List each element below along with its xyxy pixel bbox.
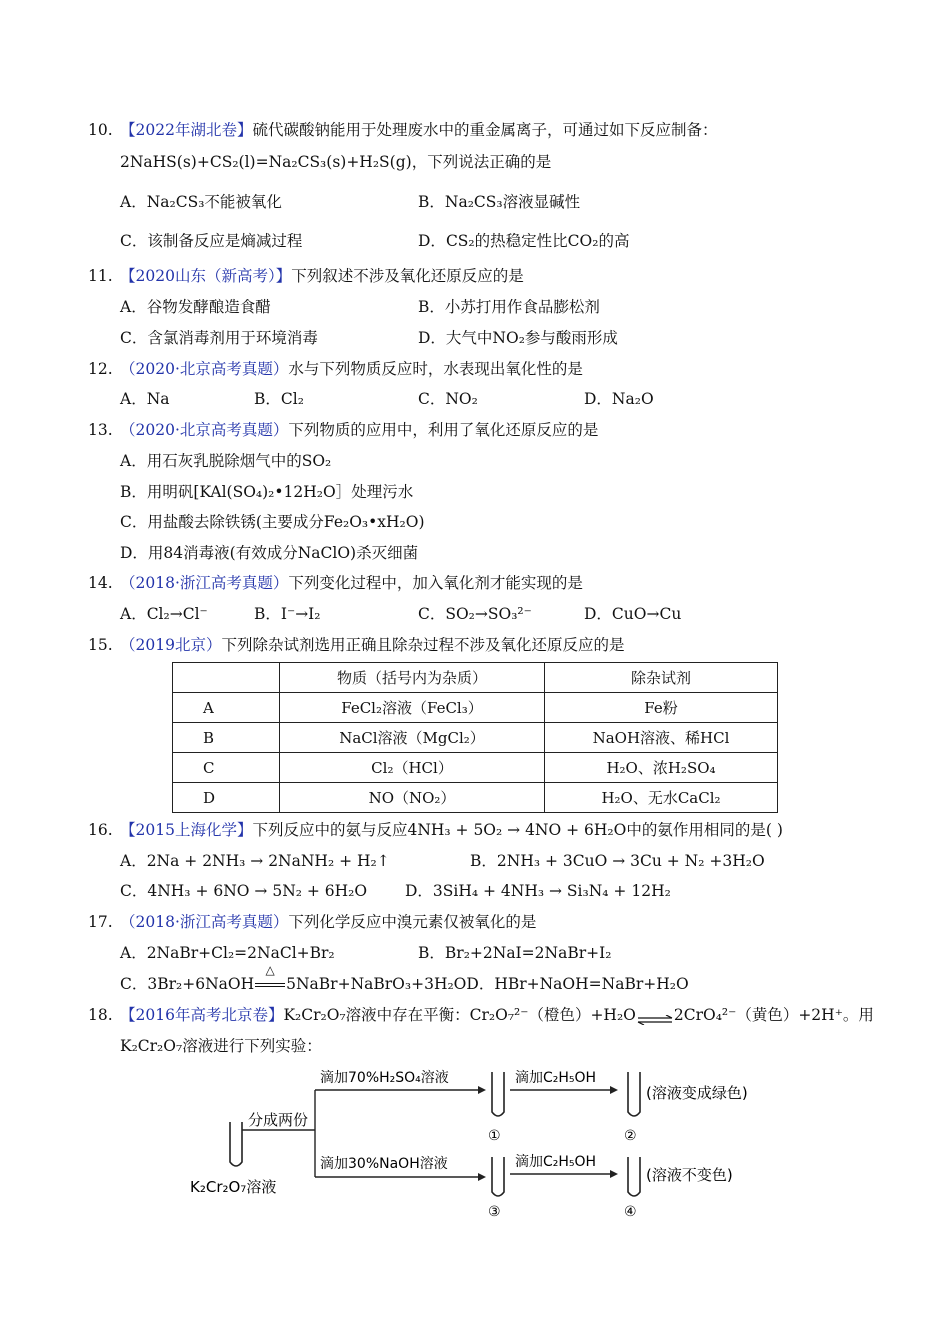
question-source: （2018·浙江高考真题）: [120, 574, 289, 592]
option-c[interactable]: C．含氯消毒剂用于环境消毒: [120, 329, 318, 347]
test-tube: [628, 1157, 640, 1196]
option-a[interactable]: A．2Na + 2NH₃ → 2NaNH₂ + H₂↑: [120, 852, 390, 870]
question-source: 【2016年高考北京卷】: [120, 1006, 284, 1024]
equals-sign: [255, 983, 285, 987]
option-b[interactable]: B．Cl₂: [254, 390, 304, 408]
question-text: 2CrO₄²⁻（黄色）+2H⁺。用: [673, 1006, 874, 1024]
question-17: [88, 910, 890, 932]
question-number: 13.: [88, 421, 113, 439]
question-number: 10.: [88, 121, 113, 139]
option-b[interactable]: B．I⁻→I₂: [254, 605, 321, 623]
option-c[interactable]: C．NO₂: [418, 390, 478, 408]
question-number: 16.: [88, 821, 113, 839]
option-c[interactable]: C．3Br₂+6NaOH △ 5NaBr+NaBrO₃+3H₂OD．HBr+NaOH=NaBr+H₂O: [120, 963, 689, 993]
arrowhead: [610, 1170, 618, 1178]
option-b[interactable]: B．2NH₃ + 3CuO → 3Cu + N₂ +3H₂O: [470, 852, 765, 870]
impurity-table: [172, 662, 778, 813]
table-row: [173, 723, 778, 753]
table-header: 除杂试剂: [545, 663, 778, 693]
ethanol-label: 滴加C₂H₅OH: [515, 1154, 597, 1170]
question-text: 下列变化过程中，加入氧化剂才能实现的是: [288, 574, 583, 592]
question-number: 11.: [88, 267, 113, 285]
test-tube: [492, 1157, 504, 1196]
question-source: （2020·北京高考真题）: [120, 421, 289, 439]
option-b[interactable]: B．小苏打用作食品膨松剂: [418, 298, 600, 316]
question-15: [88, 633, 890, 655]
option-a[interactable]: A．用石灰乳脱除烟气中的SO₂: [120, 452, 332, 470]
split-label: 分成两份: [248, 1111, 309, 1129]
question-12: [88, 357, 890, 379]
bottom-reagent-label: 滴加30%NaOH溶液: [320, 1156, 448, 1172]
ethanol-label: 滴加C₂H₅OH: [515, 1070, 597, 1086]
table-cell: NaOH溶液、稀HCl: [545, 723, 778, 753]
table-cell: C: [173, 753, 280, 783]
table-cell: A: [173, 693, 280, 723]
table-cell: B: [173, 723, 280, 753]
table-cell: H₂O、浓H₂SO₄: [545, 753, 778, 783]
question-source: （2018·浙江高考真题）: [120, 913, 289, 931]
option-d[interactable]: D．用84消毒液(有效成分NaClO)杀灭细菌: [120, 544, 419, 562]
test-tube: [628, 1072, 640, 1116]
experiment-diagram: [180, 1062, 780, 1222]
result-label: (溶液不变色): [646, 1166, 733, 1184]
question-text: ，下列说法正确的是: [411, 153, 552, 171]
option-d[interactable]: D．CuO→Cu: [584, 605, 682, 623]
question-number: 14.: [88, 574, 113, 592]
option-a[interactable]: A．谷物发酵酿造食醋: [120, 298, 271, 316]
question-text: K₂Cr₂O₇溶液中存在平衡：Cr₂O₇²⁻（橙色）+H₂O: [283, 1006, 636, 1024]
option-b[interactable]: B．Br₂+2NaI=2NaBr+I₂: [418, 944, 612, 962]
question-source: （2019北京）: [120, 636, 222, 654]
question-source: 【2020山东（新高考）】: [120, 267, 292, 285]
table-cell: FeCl₂溶液（FeCl₃）: [280, 693, 545, 723]
option-c[interactable]: C．该制备反应是熵减过程: [120, 232, 303, 250]
question-text: 下列化学反应中溴元素仅被氧化的是: [288, 913, 537, 931]
question-number: 18.: [88, 1006, 113, 1024]
option-d[interactable]: D．HBr+NaOH=NaBr+H₂O: [466, 975, 689, 993]
table-row: [173, 753, 778, 783]
table-cell: Cl₂（HCl）: [280, 753, 545, 783]
question-source: 【2015上海化学】: [120, 821, 253, 839]
table-cell: Fe粉: [545, 693, 778, 723]
question-text: 硫代碳酸钠能用于处理废水中的重金属离子，可通过如下反应制备：: [252, 121, 718, 139]
tube-label: ①: [488, 1128, 501, 1144]
arrowhead: [478, 1173, 486, 1181]
question-14: [88, 571, 890, 593]
question-text-line2: K₂Cr₂O₇溶液进行下列实验：: [120, 1037, 322, 1055]
top-reagent-label: 滴加70%H₂SO₄溶液: [320, 1070, 449, 1086]
table-cell: H₂O、无水CaCl₂: [545, 783, 778, 813]
table-cell: NaCl溶液（MgCl₂）: [280, 723, 545, 753]
option-b[interactable]: B．Na₂CS₃溶液显碱性: [418, 193, 581, 211]
tube-label: ③: [488, 1204, 501, 1220]
option-c[interactable]: C．用盐酸去除铁锈(主要成分Fe₂O₃•xH₂O): [120, 513, 425, 531]
question-10: [88, 118, 890, 140]
option-d[interactable]: D．大气中NO₂参与酸雨形成: [418, 329, 618, 347]
option-c[interactable]: C．SO₂→SO₃²⁻: [418, 605, 532, 623]
question-text: 下列除杂试剂选用正确且除杂过程不涉及氧化还原反应的是: [221, 636, 625, 654]
table-header-row: [173, 663, 778, 693]
option-a[interactable]: A．Na: [120, 390, 170, 408]
tube-label: ②: [624, 1128, 637, 1144]
question-number: 12.: [88, 360, 113, 378]
option-a[interactable]: A．2NaBr+Cl₂=2NaCl+Br₂: [120, 944, 335, 962]
table-row: [173, 693, 778, 723]
arrowhead: [610, 1086, 618, 1094]
question-number: 15.: [88, 636, 113, 654]
question-source: 【2022年湖北卷】: [120, 121, 253, 139]
start-solution-label: K₂Cr₂O₇溶液: [190, 1178, 277, 1196]
heat-symbol: △: [265, 963, 275, 977]
result-label: (溶液变成绿色): [646, 1084, 748, 1102]
test-tube: [492, 1072, 504, 1116]
table-header: 物质（括号内为杂质）: [280, 663, 545, 693]
question-text: 下列叙述不涉及氧化还原反应的是: [291, 267, 524, 285]
arrowhead: [478, 1086, 486, 1094]
option-d[interactable]: D．CS₂的热稳定性比CO₂的高: [418, 232, 630, 250]
question-text: 下列物质的应用中，利用了氧化还原反应的是: [288, 421, 599, 439]
table-row: [173, 783, 778, 813]
question-source: （2020·北京高考真题）: [120, 360, 289, 378]
question-18: [88, 1003, 890, 1025]
option-b[interactable]: B．用明矾[KAl(SO₄)₂•12H₂O］处理污水: [120, 483, 414, 501]
q10-equation-line: [120, 150, 890, 172]
question-11: [88, 264, 890, 286]
question-16: [88, 818, 890, 840]
question-text: 水与下列物质反应时，水表现出氧化性的是: [288, 360, 583, 378]
option-c[interactable]: C．4NH₃ + 6NO → 5N₂ + 6H₂O: [120, 882, 368, 900]
option-a[interactable]: A．Na₂CS₃不能被氧化: [120, 193, 282, 211]
option-d[interactable]: D．3SiH₄ + 4NH₃ → Si₃N₄ + 12H₂: [405, 882, 671, 900]
table-header: [173, 663, 280, 693]
question-13: [88, 418, 890, 440]
question-number: 17.: [88, 913, 113, 931]
question-text: 下列反应中的氨与反应4NH₃ + 5O₂ → 4NO + 6H₂O中的氨作用相同的是( ): [252, 821, 783, 839]
tube-label: ④: [624, 1204, 637, 1220]
table-cell: D: [173, 783, 280, 813]
reaction-equation: 2NaHS(s)+CS₂(l)=Na₂CS₃(s)+H₂S(g): [120, 153, 412, 171]
option-d[interactable]: D．Na₂O: [584, 390, 654, 408]
option-a[interactable]: A．Cl₂→Cl⁻: [120, 605, 208, 623]
equilibrium-arrow: [636, 1011, 674, 1021]
test-tube: [230, 1122, 242, 1166]
table-cell: NO（NO₂）: [280, 783, 545, 813]
